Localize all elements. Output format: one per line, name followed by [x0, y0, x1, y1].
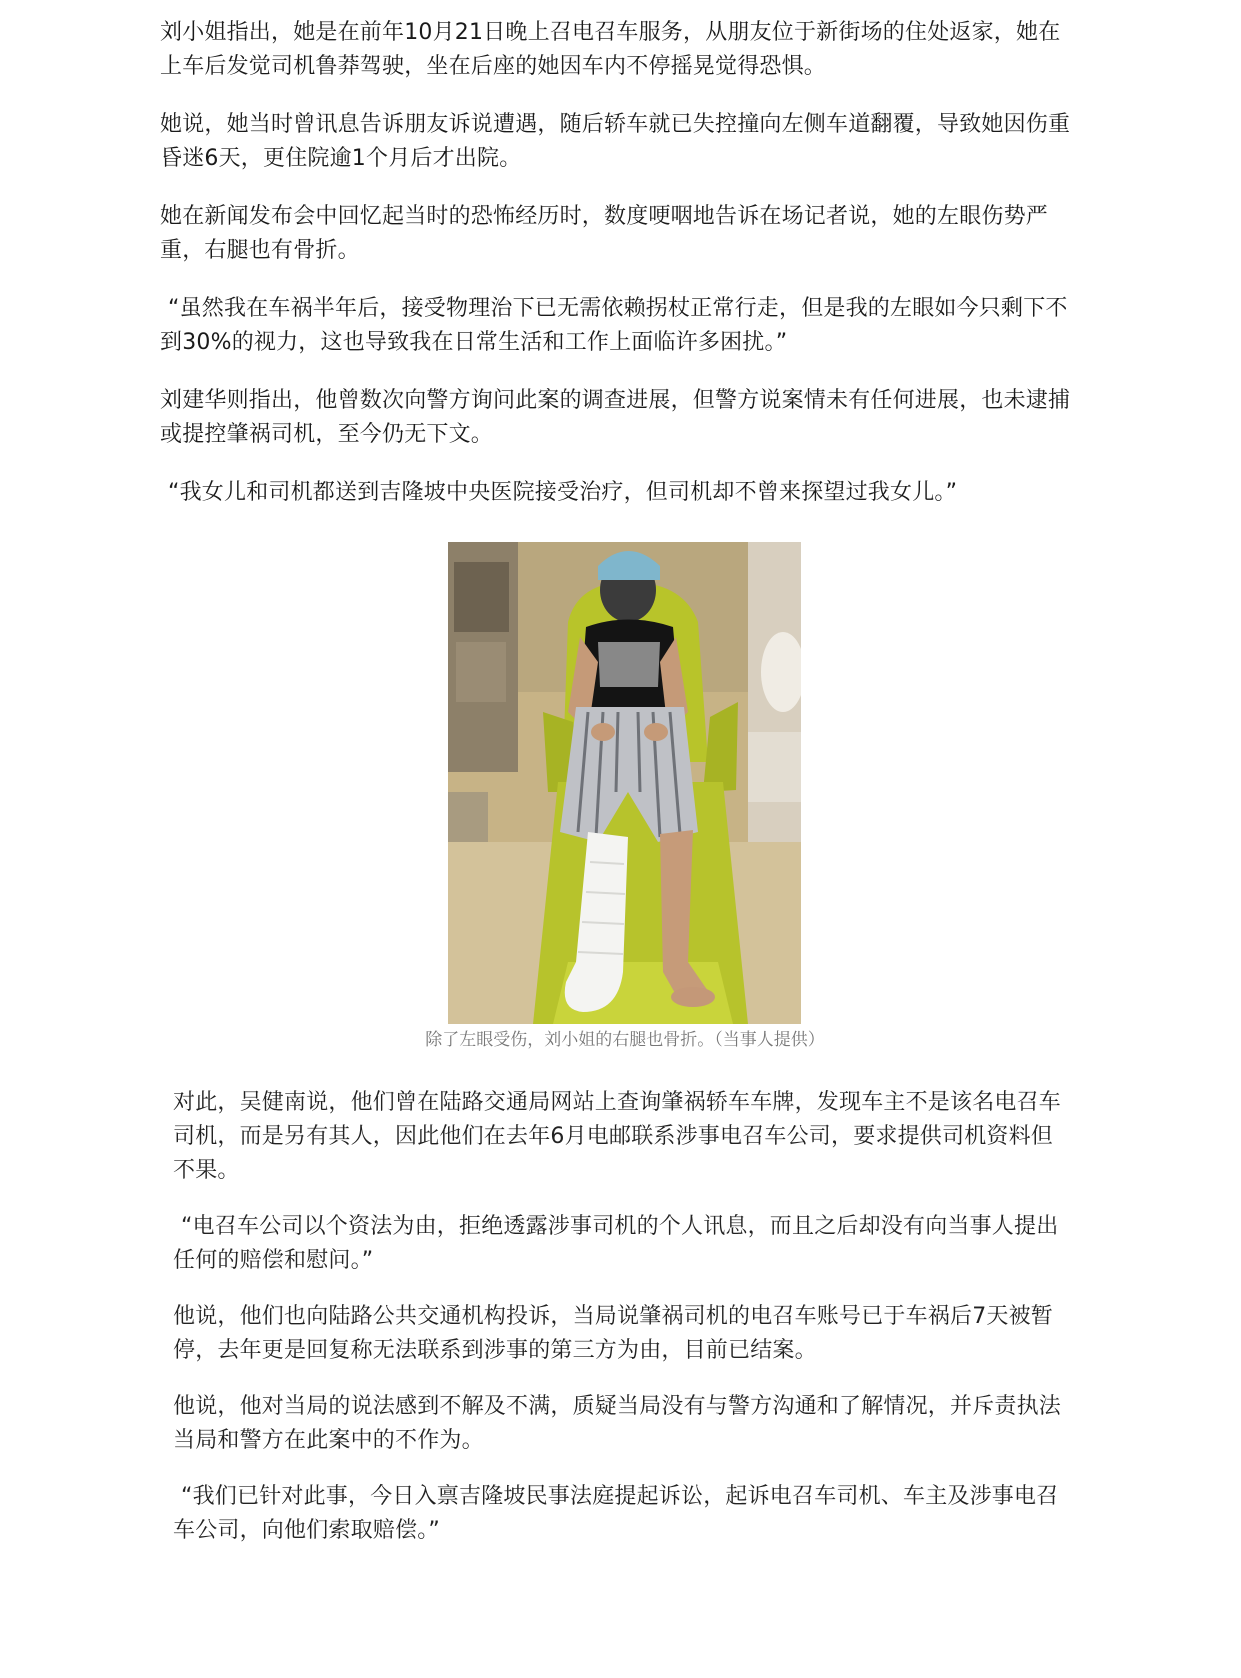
patient-photo-illustration	[448, 542, 801, 1024]
quote-paragraph: “我们已针对此事，今日入禀吉隆坡民事法庭提起诉讼，起诉电召车司机、车主及涉事电召车公司，向他们索取赔偿。”	[173, 1484, 1059, 1543]
paragraph: 他说，他对当局的说法感到不解及不满，质疑当局没有与警方沟通和了解情况，并斥责执法当局和警方在此案中的不作为。	[173, 1394, 1062, 1453]
paragraph: 对此，吴健南说，他们曾在陆路交通局网站上查询肇祸轿车车牌，发现车主不是该名电召车司机，而是另有其人，因此他们在去年6月电邮联系涉事电召车公司，要求提供司机资料但不果。	[173, 1090, 1062, 1183]
quote-paragraph: “电召车公司以个资法为由，拒绝透露涉事司机的个人讯息，而且之后却没有向当事人提出任何的赔偿和慰问。”	[173, 1214, 1059, 1273]
quote-paragraph: “虽然我在车祸半年后，接受物理治下已无需依赖拐杖正常行走，但是我的左眼如今只剩下不到30%的视力，这也导致我在日常生活和工作上面临许多困扰。”	[160, 296, 1068, 355]
article-photo	[448, 542, 801, 1024]
paragraph: 她在新闻发布会中回忆起当时的恐怖经历时，数度哽咽地告诉在场记者说，她的左眼伤势严重，右腿也有骨折。	[160, 204, 1049, 263]
paragraph: 刘建华则指出，他曾数次向警方询问此案的调查进展，但警方说案情未有任何进展，也未逮捕或提控肇祸司机，至今仍无下文。	[160, 388, 1071, 447]
photo-caption: 除了左眼受伤，刘小姐的右腿也骨折。（当事人提供）	[425, 1030, 825, 1050]
paragraph: 他说，他们也向陆路公共交通机构投诉，当局说肇祸司机的电召车账号已于车祸后7天被暂停，去年更是回复称无法联系到涉事的第三方为由，目前已结案。	[173, 1304, 1053, 1363]
quote-paragraph: “我女儿和司机都送到吉隆坡中央医院接受治疗，但司机却不曾来探望过我女儿。”	[168, 480, 958, 505]
paragraph: 她说，她当时曾讯息告诉朋友诉说遭遇，随后轿车就已失控撞向左侧车道翻覆，导致她因伤重昏迷6天，更住院逾1个月后才出院。	[160, 112, 1071, 171]
paragraph: 刘小姐指出，她是在前年10月21日晚上召电召车服务，从朋友位于新街场的住处返家，她在上车后发觉司机鲁莽驾驶，坐在后座的她因车内不停摇晃觉得恐惧。	[160, 20, 1061, 79]
